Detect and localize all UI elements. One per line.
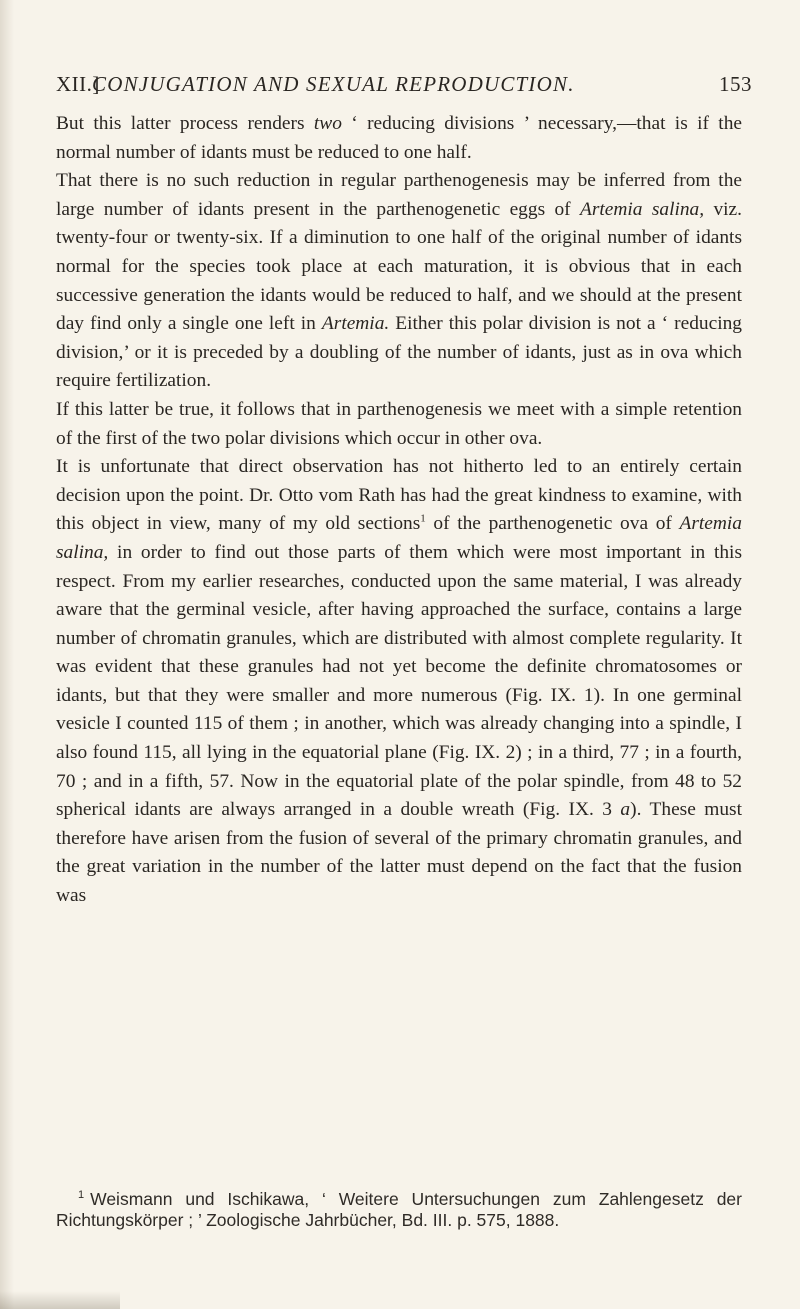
footnote bbox=[56, 1185, 742, 1231]
species-name: Artemia salina, bbox=[580, 198, 705, 220]
page-smudge bbox=[0, 1291, 120, 1309]
footnote-text: Weismann und Ischikawa, ‘ Weitere Untersuchungen zum Zahlengesetz der Richtungskörper ; ’ Zoologische Jahrbücher, Bd. III. p. 575, 1888. bbox=[56, 1188, 742, 1230]
running-head bbox=[56, 72, 752, 102]
genus-name: Artemia. bbox=[321, 313, 390, 335]
paragraph-3: If this latter be true, it follows that in parthenogenesis we meet with a simple retention of the first of the two polar divisions which occur in other ova. bbox=[56, 398, 742, 449]
paragraph-1: But this latter process renders two ‘ reducing divisions ’ necessary,—that is if the normal number of idants must be reduced to one half. bbox=[56, 113, 742, 163]
figure-subpart: a bbox=[620, 799, 631, 821]
footnote-mark: 1 bbox=[78, 1189, 85, 1201]
italic-term: two bbox=[313, 113, 342, 134]
running-title: CONJUGATION AND SEXUAL REPRODUCTION. bbox=[92, 72, 575, 96]
footnote-reference[interactable]: 1 bbox=[420, 512, 426, 525]
species-name: Artemia salina, bbox=[56, 513, 742, 563]
paragraph-4: It is unfortunate that direct observation has not hitherto led to an entirely certain decision upon the point. Dr. Otto vom Rath has had the great kindness to examine, with this object in view, many of my old sections$^1$ of the parthenogenetic ova of Artemia salina, in order to find out those parts of them which were most important in this respect. From my earlier researches, conducted upon the same material, I was already aware that the germinal vesicle, after having approached the surface, contains a large number of chromatin granules, which are distributed with almost complete regularity. It was evident that these granules had not yet become the definite chromatosomes or idants, but that they were smaller and more numerous (Fig. IX. 1). In one germinal vesicle I counted 115 of them ; in another, which was already changing into a spindle, I also found 115, all lying in the equatorial plane (Fig. IX. 2) ; in a third, 77 ; in a fourth, 70 ; and in a fifth, 57. Now in the equatorial plate of the polar spindle, from 48 to 52 spherical idants are always arranged in a double wreath (Fig. IX. 3 a). These must therefore have arisen from the fusion of several of the primary chromatin granules, and the great variation in the number of the latter must depend on the fact that the fusion was bbox=[56, 456, 742, 907]
page-edge-shadow bbox=[0, 0, 14, 1309]
body-text bbox=[56, 110, 742, 911]
paragraph-2: That there is no such reduction in regular parthenogenesis may be inferred from the large number of idants present in the parthenogenetic eggs of Artemia salina, viz. twenty-four or twenty-six. If a diminution to one half of the original number of idants normal for the species took place at each maturation, it is obvious that in each successive generation the idants would be reduced to half, and we should at the present day find only a single one left in Artemia. Either this polar division is not a ‘ reducing division,’ or it is preceded by a doubling of the number of idants, just as in ova which require fertilization. bbox=[56, 170, 742, 392]
page-number: 153 bbox=[719, 72, 752, 96]
section-reference: XII.] bbox=[56, 72, 100, 96]
